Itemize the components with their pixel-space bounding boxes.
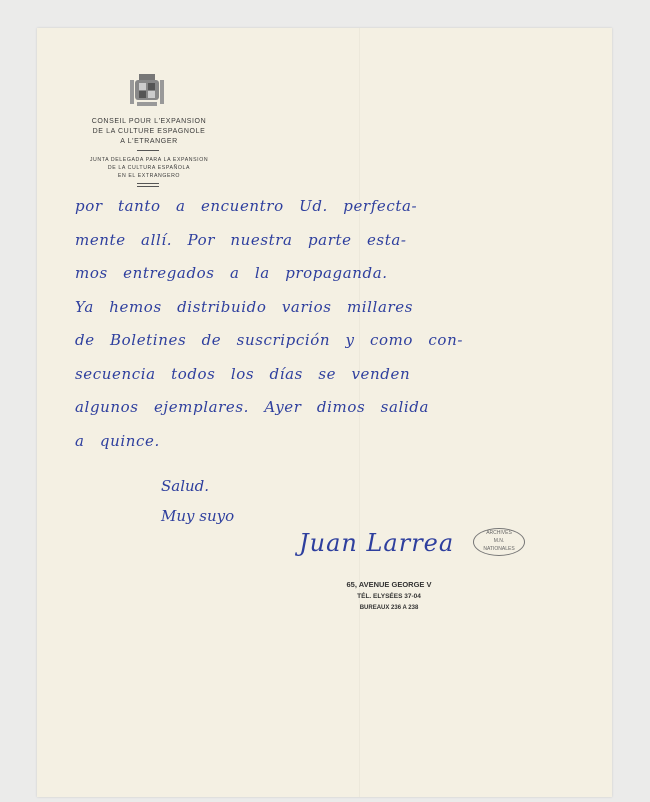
letter-body <box>75 190 615 458</box>
divider <box>137 186 159 187</box>
letter-page <box>37 28 612 797</box>
office-line: BUREAUX 236 A 238 <box>359 605 419 611</box>
stamp-line: ARCHIVES <box>486 530 512 536</box>
letterhead-line: A L'ETRANGER <box>120 138 178 145</box>
letterhead-line: JUNTA DELEGADA PARA LA EXPANSION <box>89 157 209 163</box>
handwritten-line: mente allí. Por nuestra parte esta- <box>75 230 407 249</box>
handwritten-line: a quince. <box>75 431 160 450</box>
handwritten-line: de Boletines de suscripción y como con- <box>75 331 463 349</box>
letterhead-line: DE LA CULTURE ESPAGNOLE <box>92 128 206 135</box>
archive-stamp <box>473 528 525 556</box>
handwritten-line: mos entregados a la propaganda. <box>75 264 388 282</box>
stamp-line: M.N. <box>493 538 505 544</box>
signature: Juan Larrea <box>299 529 455 557</box>
handwritten-line: Ya hemos distribuido varios millares <box>75 297 414 316</box>
letterhead-line: DE LA CULTURA ESPAÑOLA <box>107 165 191 171</box>
phone-line: TÉL. ELYSÉES 37-04 <box>357 593 421 600</box>
salutation: Salud. <box>161 477 210 495</box>
handwritten-line: algunos ejemplares. Ayer dimos salida <box>75 398 430 416</box>
divider <box>137 183 159 184</box>
handwritten-line: secuencia todos los días se venden <box>75 364 411 383</box>
letterhead-spanish <box>75 156 223 180</box>
letterhead-line: EN EL EXTRANGERO <box>117 173 181 179</box>
letterhead-line: CONSEIL POUR L'EXPANSION <box>91 118 207 125</box>
address-line: 65, AVENUE GEORGE V <box>346 580 432 589</box>
letterhead-french <box>75 117 223 147</box>
stamp-line: NATIONALES <box>483 546 515 552</box>
coat-of-arms-icon <box>129 72 165 110</box>
handwritten-line: por tanto a encuentro Ud. perfecta- <box>75 197 418 215</box>
divider <box>137 150 159 151</box>
valediction: Muy suyo <box>161 507 235 525</box>
